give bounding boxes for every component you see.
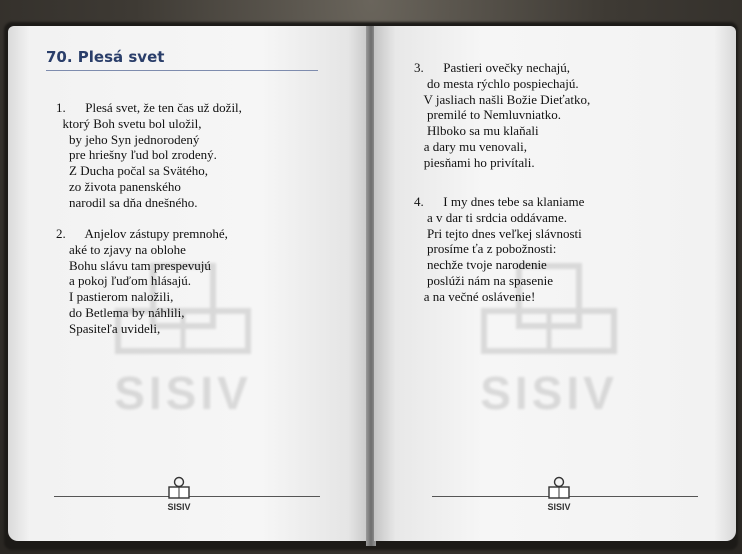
verse-line: piesňami ho privítali.: [414, 154, 535, 170]
verse-3: [414, 60, 590, 171]
verse-line: 1. Plesá svet, že ten čas už dožil,: [56, 100, 242, 115]
verse-line: a dary mu venovali,: [414, 138, 527, 154]
footer-logo-icon: [166, 476, 192, 514]
verse-line: I pastierom naložili,: [56, 289, 174, 305]
verse-line: 2. Anjelov zástupy premnohé,: [56, 226, 228, 241]
verse-2: [56, 226, 228, 337]
verse-line: premilé to Nemluvniatko.: [414, 107, 561, 123]
verse-line: V jasliach našli Božie Dieťatko,: [414, 91, 591, 107]
verse-line: ktorý Boh svetu bol uložil,: [56, 115, 202, 131]
verse-line: Pri tejto dnes veľkej slávnosti: [414, 225, 582, 241]
songbook: [4, 22, 738, 550]
verse-4: [414, 194, 584, 305]
watermark-text: SISIV: [480, 367, 618, 419]
verse-1: [56, 100, 242, 211]
verse-line: 3. Pastieri ovečky nechajú,: [414, 60, 570, 75]
right-page[interactable]: [374, 26, 736, 541]
footer-logo-text: SISIV: [167, 502, 191, 512]
left-page[interactable]: [8, 26, 370, 541]
verse-line: Z Ducha počal sa Svätého,: [56, 163, 208, 179]
verse-line: Bohu slávu tam prespevujú: [56, 257, 211, 273]
page-title: 70. Plesá svet: [46, 48, 165, 66]
footer-logo-icon: [546, 476, 572, 514]
verse-line: 4. I my dnes tebe sa klaniame: [414, 194, 585, 209]
verse-line: Spasiteľa uvideli,: [56, 320, 161, 336]
verse-line: a pokoj ľuďom hlásajú.: [56, 273, 192, 289]
verse-line: nechže tvoje narodenie: [414, 257, 547, 273]
verse-line: aké to zjavy na oblohe: [56, 241, 186, 257]
verse-line: do mesta rýchlo pospiechajú.: [414, 75, 579, 91]
verse-line: prosíme ťa z pobožnosti:: [414, 241, 557, 257]
title-divider: [46, 70, 318, 71]
verse-line: pre hriešny ľud bol zrodený.: [56, 147, 217, 163]
footer-logo-text: SISIV: [547, 502, 571, 512]
verse-line: Hlboko sa mu klaňali: [414, 123, 539, 139]
verse-line: a v dar ti srdcia oddávame.: [414, 209, 568, 225]
verse-line: zo života panenského: [56, 178, 181, 194]
verse-line: poslúži nám na spasenie: [414, 272, 553, 288]
watermark-text: SISIV: [114, 367, 252, 419]
verse-line: narodil sa dňa dnešného.: [56, 194, 198, 210]
verse-line: do Betlema by náhlili,: [56, 304, 185, 320]
verse-line: a na večné oslávenie!: [414, 288, 536, 304]
verse-line: by jeho Syn jednorodený: [56, 131, 200, 147]
